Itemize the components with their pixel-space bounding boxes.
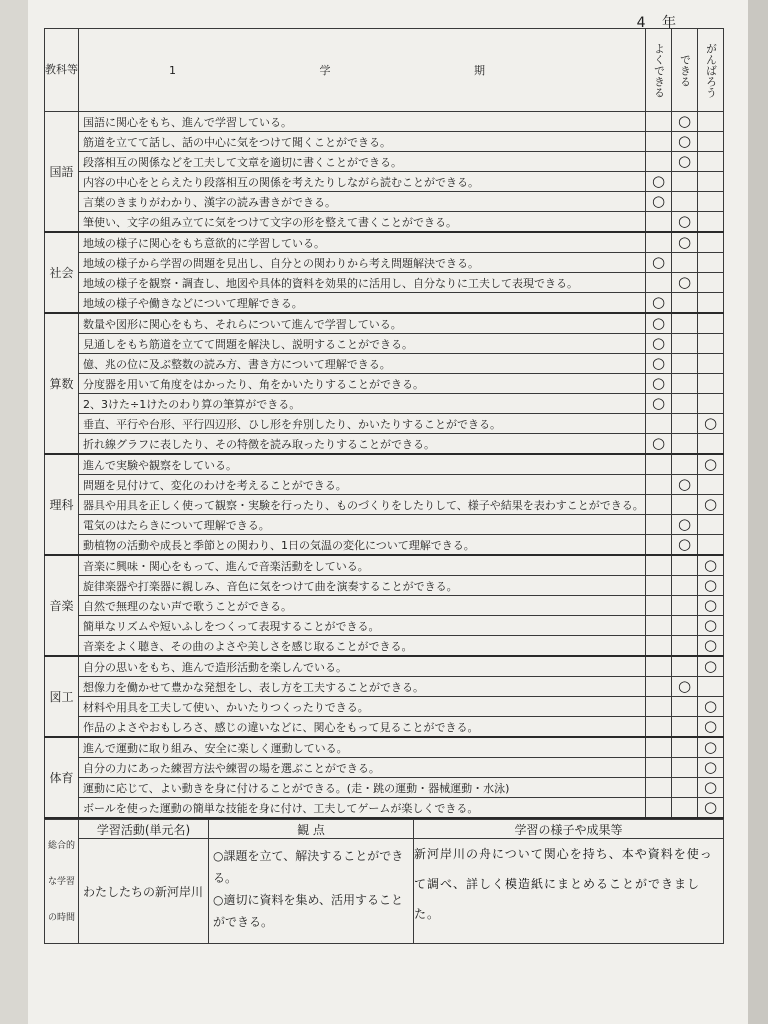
evaluation-row: [45, 798, 724, 819]
evaluation-item: 自分の力にあった練習方法や練習の場を選ぶことができる。: [79, 758, 646, 778]
grade-mark-cell: [672, 253, 698, 273]
evaluation-row: [45, 212, 724, 233]
grade-mark-cell: [698, 334, 724, 354]
evaluation-item: 地域の様子から学習の問題を見出し、自分との関わりから考え問題解決できる。: [79, 253, 646, 273]
grade-mark-cell: [646, 737, 672, 758]
circle-mark-icon: ○: [703, 576, 718, 594]
grade-mark-cell: [646, 555, 672, 576]
grade-mark-cell: [698, 737, 724, 758]
circle-mark-icon: ○: [703, 778, 718, 796]
evaluation-item: 進んで実験や観察をしている。: [79, 454, 646, 475]
circle-mark-icon: ○: [677, 475, 692, 493]
viewpoint-2: ○適切に資料を集め、活用することができる。: [213, 893, 403, 929]
evaluation-row: [45, 596, 724, 616]
evaluation-item: 段落相互の関係などを工夫して文章を適切に書くことができる。: [79, 152, 646, 172]
evaluation-row: [45, 192, 724, 212]
grade-mark-cell: [672, 596, 698, 616]
evaluation-item: 地域の様子に関心をもち意欲的に学習している。: [79, 232, 646, 253]
grade-mark-cell: [672, 636, 698, 657]
circle-mark-icon: ○: [651, 293, 666, 311]
evaluation-row: [45, 495, 724, 515]
evaluation-row: [45, 232, 724, 253]
evaluation-row: [45, 555, 724, 576]
subject-name: 算数: [45, 313, 79, 454]
grade-mark-cell: [646, 697, 672, 717]
grade-mark-cell: [672, 697, 698, 717]
circle-mark-icon: ○: [677, 112, 692, 130]
grade-mark-cell: [698, 232, 724, 253]
grade-mark-cell: [698, 253, 724, 273]
grade-mark-cell: [646, 616, 672, 636]
grade-mark-cell: [672, 616, 698, 636]
grade-mark-cell: [698, 515, 724, 535]
grade-mark-cell: [646, 515, 672, 535]
grade-mark-cell: [672, 737, 698, 758]
evaluation-row: [45, 677, 724, 697]
activity-name: わたしたちの新河岸川: [79, 839, 209, 944]
evaluation-item: 分度器を用いて角度をはかったり、角をかいたりすることができる。: [79, 374, 646, 394]
grade-mark-cell: [646, 112, 672, 132]
grade-mark-cell: [698, 616, 724, 636]
evaluation-row: [45, 515, 724, 535]
grade-mark-cell: [646, 354, 672, 374]
grade-mark-cell: [698, 454, 724, 475]
evaluation-item: 折れ線グラフに表したり、その特徴を読み取ったりすることができる。: [79, 434, 646, 455]
grade-mark-cell: [646, 636, 672, 657]
grade-mark-cell: [672, 212, 698, 233]
evaluation-item: 音楽に興味・関心をもって、進んで音楽活動をしている。: [79, 555, 646, 576]
evaluation-row: [45, 112, 724, 132]
evaluation-item: ボールを使った運動の簡単な技能を身に付け、工夫してゲームが楽しくできる。: [79, 798, 646, 819]
grade-mark-cell: [672, 414, 698, 434]
grade-mark-cell: [672, 717, 698, 738]
grade-mark-cell: [646, 596, 672, 616]
grade-mark-cell: [698, 132, 724, 152]
grade-mark-cell: [698, 313, 724, 334]
grade-mark-cell: [672, 152, 698, 172]
grade-mark-cell: [646, 313, 672, 334]
evaluation-row: [45, 273, 724, 293]
circle-mark-icon: ○: [651, 434, 666, 452]
evaluation-item: 筆使い、文字の組み立てに気をつけて文字の形を整えて書くことができる。: [79, 212, 646, 233]
evaluation-item: 問題を見付けて、変化のわけを考えることができる。: [79, 475, 646, 495]
grade-mark-cell: [672, 495, 698, 515]
grade-mark-cell: [698, 152, 724, 172]
grade-mark-cell: [646, 273, 672, 293]
evaluation-row: [45, 758, 724, 778]
integrated-study-header-row: [45, 820, 724, 839]
circle-mark-icon: ○: [703, 798, 718, 816]
column-header-good: できる: [672, 29, 698, 112]
grade-mark-cell: [646, 495, 672, 515]
grade-mark-cell: [698, 495, 724, 515]
subject-name: 社会: [45, 232, 79, 313]
circle-mark-icon: ○: [677, 515, 692, 533]
grade-mark-cell: [646, 454, 672, 475]
viewpoint-header: 観 点: [209, 820, 414, 839]
grade-mark-cell: [646, 172, 672, 192]
circle-mark-icon: ○: [703, 556, 718, 574]
column-header-excellent: よくできる: [646, 29, 672, 112]
grade-mark-cell: [646, 152, 672, 172]
grades-table: [44, 28, 724, 819]
grade-mark-cell: [672, 132, 698, 152]
grade-mark-cell: [672, 112, 698, 132]
grade-mark-cell: [698, 677, 724, 697]
circle-mark-icon: ○: [651, 334, 666, 352]
grade-label: 4 年: [636, 15, 682, 31]
circle-mark-icon: ○: [651, 374, 666, 392]
evaluation-row: [45, 434, 724, 455]
grade-mark-cell: [646, 334, 672, 354]
grade-mark-cell: [698, 475, 724, 495]
grade-mark-cell: [672, 374, 698, 394]
grade-mark-cell: [646, 656, 672, 677]
grade-mark-cell: [646, 414, 672, 434]
evaluation-row: [45, 374, 724, 394]
evaluation-item: 内容の中心をとらえたり段落相互の関係を考えたりしながら読むことができる。: [79, 172, 646, 192]
circle-mark-icon: ○: [703, 636, 718, 654]
grade-mark-cell: [646, 374, 672, 394]
evaluation-row: [45, 152, 724, 172]
grade-mark-cell: [698, 576, 724, 596]
grade-mark-cell: [672, 475, 698, 495]
evaluation-row: [45, 717, 724, 738]
evaluation-row: [45, 132, 724, 152]
circle-mark-icon: ○: [703, 738, 718, 756]
grade-mark-cell: [698, 434, 724, 455]
circle-mark-icon: ○: [677, 152, 692, 170]
grade-mark-cell: [672, 334, 698, 354]
evaluation-row: [45, 656, 724, 677]
grade-mark-cell: [672, 454, 698, 475]
circle-mark-icon: ○: [677, 132, 692, 150]
background-edge: [748, 0, 768, 1024]
grade-mark-cell: [672, 172, 698, 192]
evaluation-row: [45, 697, 724, 717]
grade-mark-cell: [698, 697, 724, 717]
evaluation-row: [45, 253, 724, 273]
circle-mark-icon: ○: [703, 657, 718, 675]
circle-mark-icon: ○: [703, 414, 718, 432]
grade-mark-cell: [698, 394, 724, 414]
evaluation-row: [45, 576, 724, 596]
subject-name: 図工: [45, 656, 79, 737]
evaluation-row: [45, 414, 724, 434]
circle-mark-icon: ○: [703, 717, 718, 735]
grade-mark-cell: [646, 394, 672, 414]
grade-mark-cell: [646, 253, 672, 273]
evaluation-item: 数量や図形に関心をもち、それらについて進んで学習している。: [79, 313, 646, 334]
evaluation-item: 2、3けた÷1けたのわり算の筆算ができる。: [79, 394, 646, 414]
evaluation-row: [45, 313, 724, 334]
evaluation-item: 作品のよさやおもしろさ、感じの違いなどに、関心をもって見ることができる。: [79, 717, 646, 738]
table-header-row: [45, 29, 724, 112]
grade-mark-cell: [698, 112, 724, 132]
term-title: 1 学 期: [79, 29, 646, 112]
viewpoints: [209, 839, 414, 944]
evaluation-item: 材料や用具を工夫して使い、かいたりつくったりできる。: [79, 697, 646, 717]
evaluation-row: [45, 394, 724, 414]
evaluation-row: [45, 737, 724, 758]
circle-mark-icon: ○: [703, 455, 718, 473]
teacher-comment: 新河岸川の舟について関心を持ち、本や資料を使って調べ、詳しく模造紙にまとめることができました。: [414, 839, 724, 944]
grade-mark-cell: [672, 576, 698, 596]
grade-mark-cell: [646, 778, 672, 798]
grade-mark-cell: [646, 132, 672, 152]
subject-name: 体育: [45, 737, 79, 818]
evaluation-item: 地域の様子を観察・調査し、地図や具体的資料を効果的に活用し、自分なりに工夫して表現できる。: [79, 273, 646, 293]
grade-mark-cell: [698, 192, 724, 212]
activity-header: 学習活動(単元名): [79, 820, 209, 839]
result-header: 学習の様子や成果等: [414, 820, 724, 839]
grade-mark-cell: [672, 273, 698, 293]
circle-mark-icon: ○: [703, 616, 718, 634]
grade-mark-cell: [672, 515, 698, 535]
report-card-sheet: [44, 28, 724, 944]
grade-mark-cell: [672, 555, 698, 576]
grade-mark-cell: [672, 192, 698, 212]
grade-mark-cell: [646, 576, 672, 596]
circle-mark-icon: ○: [651, 172, 666, 190]
evaluation-item: 自分の思いをもち、進んで造形活動を楽しんでいる。: [79, 656, 646, 677]
subject-name: 理科: [45, 454, 79, 555]
circle-mark-icon: ○: [651, 192, 666, 210]
grade-mark-cell: [672, 434, 698, 455]
circle-mark-icon: ○: [677, 233, 692, 251]
evaluation-item: 動植物の活動や成長と季節との関わり、1日の気温の変化について理解できる。: [79, 535, 646, 556]
column-header-try-harder: がんばろう: [698, 29, 724, 112]
evaluation-row: [45, 354, 724, 374]
grade-mark-cell: [646, 677, 672, 697]
grade-mark-cell: [672, 313, 698, 334]
grade-mark-cell: [698, 656, 724, 677]
evaluation-row: [45, 334, 724, 354]
grade-mark-cell: [698, 273, 724, 293]
viewpoint-1: ○課題を立て、解決することができる。: [213, 849, 404, 885]
evaluation-row: [45, 454, 724, 475]
grade-mark-cell: [698, 778, 724, 798]
evaluation-row: [45, 293, 724, 314]
integrated-study-table: [44, 819, 724, 944]
evaluation-item: 運動に応じて、よい動きを身に付けることができる。(走・跳の運動・器械運動・水泳): [79, 778, 646, 798]
evaluation-item: 簡単なリズムや短いふしをつくって表現することができる。: [79, 616, 646, 636]
grade-mark-cell: [672, 394, 698, 414]
evaluation-row: [45, 535, 724, 556]
circle-mark-icon: ○: [651, 253, 666, 271]
evaluation-item: 音楽をよく聴き、その曲のよさや美しさを感じ取ることができる。: [79, 636, 646, 657]
grade-mark-cell: [672, 354, 698, 374]
circle-mark-icon: ○: [677, 535, 692, 553]
grade-mark-cell: [646, 758, 672, 778]
circle-mark-icon: ○: [677, 273, 692, 291]
evaluation-row: [45, 616, 724, 636]
circle-mark-icon: ○: [651, 394, 666, 412]
subject-column-header: 教科等: [45, 29, 79, 112]
evaluation-row: [45, 636, 724, 657]
grade-mark-cell: [698, 172, 724, 192]
circle-mark-icon: ○: [703, 495, 718, 513]
grade-mark-cell: [672, 293, 698, 314]
circle-mark-icon: ○: [651, 354, 666, 372]
grade-mark-cell: [672, 798, 698, 819]
circle-mark-icon: ○: [703, 697, 718, 715]
grade-mark-cell: [646, 232, 672, 253]
grade-mark-cell: [698, 636, 724, 657]
evaluation-row: [45, 778, 724, 798]
evaluation-item: 器具や用具を正しく使って観察・実験を行ったり、ものづくりをしたりして、様子や結果を表わすことができる。: [79, 495, 646, 515]
grade-mark-cell: [698, 535, 724, 556]
evaluation-item: 自然で無理のない声で歌うことができる。: [79, 596, 646, 616]
grade-mark-cell: [646, 475, 672, 495]
grade-mark-cell: [646, 192, 672, 212]
evaluation-item: 言葉のきまりがわかり、漢字の読み書きができる。: [79, 192, 646, 212]
evaluation-item: 地域の様子や働きなどについて理解できる。: [79, 293, 646, 314]
grade-mark-cell: [698, 414, 724, 434]
grade-mark-cell: [698, 374, 724, 394]
evaluation-item: 億、兆の位に及ぶ整数の読み方、書き方について理解できる。: [79, 354, 646, 374]
grade-mark-cell: [646, 293, 672, 314]
grade-mark-cell: [698, 354, 724, 374]
grade-mark-cell: [698, 212, 724, 233]
evaluation-item: 想像力を働かせて豊かな発想をし、表し方を工夫することができる。: [79, 677, 646, 697]
grade-mark-cell: [646, 434, 672, 455]
circle-mark-icon: ○: [651, 314, 666, 332]
grade-mark-cell: [672, 778, 698, 798]
grade-mark-cell: [646, 717, 672, 738]
evaluation-item: 電気のはたらきについて理解できる。: [79, 515, 646, 535]
grade-mark-cell: [698, 596, 724, 616]
evaluation-row: [45, 475, 724, 495]
grade-mark-cell: [672, 232, 698, 253]
circle-mark-icon: ○: [677, 212, 692, 230]
grade-mark-cell: [672, 656, 698, 677]
evaluation-item: 見通しをもち筋道を立てて問題を解決し、説明することができる。: [79, 334, 646, 354]
circle-mark-icon: ○: [677, 677, 692, 695]
grade-mark-cell: [698, 798, 724, 819]
evaluation-item: 筋道を立てて話し、話の中心に気をつけて聞くことができる。: [79, 132, 646, 152]
circle-mark-icon: ○: [703, 596, 718, 614]
evaluation-item: 国語に関心をもち、進んで学習している。: [79, 112, 646, 132]
grade-mark-cell: [698, 555, 724, 576]
evaluation-item: 旋律楽器や打楽器に親しみ、音色に気をつけて曲を演奏することができる。: [79, 576, 646, 596]
subject-name: 音楽: [45, 555, 79, 656]
grade-mark-cell: [672, 677, 698, 697]
evaluation-row: [45, 172, 724, 192]
integrated-study-label: 総合的な学習の時間: [45, 820, 79, 944]
grade-mark-cell: [672, 535, 698, 556]
grade-mark-cell: [698, 758, 724, 778]
evaluation-item: 垂直、平行や台形、平行四辺形、ひし形を弁別したり、かいたりすることができる。: [79, 414, 646, 434]
grade-mark-cell: [672, 758, 698, 778]
evaluation-item: 進んで運動に取り組み、安全に楽しく運動している。: [79, 737, 646, 758]
grade-mark-cell: [698, 293, 724, 314]
integrated-study-row: [45, 839, 724, 944]
grade-mark-cell: [698, 717, 724, 738]
circle-mark-icon: ○: [703, 758, 718, 776]
grade-mark-cell: [646, 212, 672, 233]
grade-mark-cell: [646, 798, 672, 819]
subject-name: 国語: [45, 112, 79, 233]
grade-mark-cell: [646, 535, 672, 556]
